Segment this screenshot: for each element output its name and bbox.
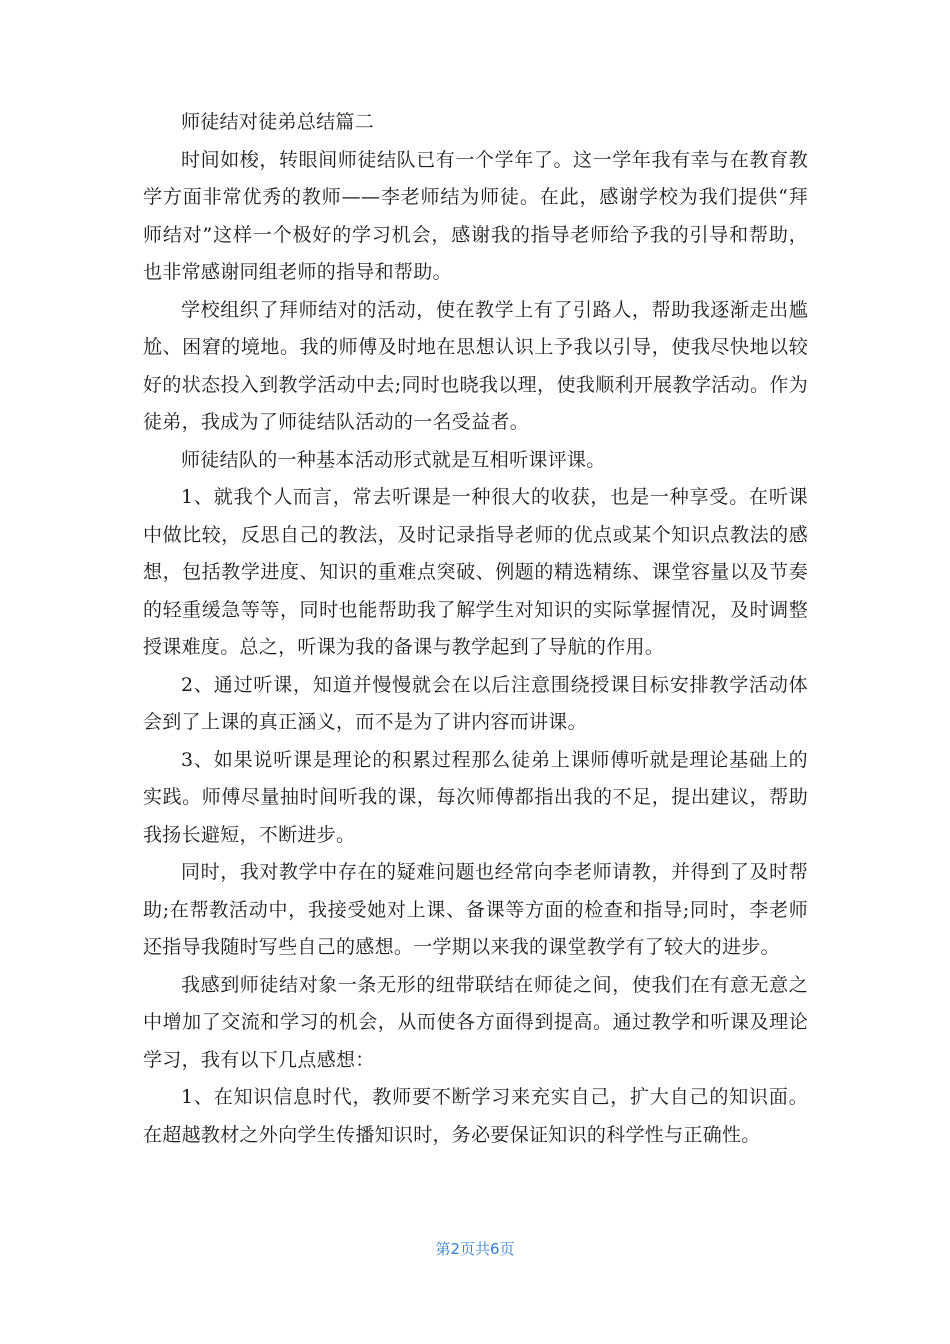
document-body <box>143 104 808 1154</box>
section-title: 师徒结对徒弟总结篇二 <box>181 111 375 133</box>
paragraph: 3、如果说听课是理论的积累过程那么徒弟上课师傅听就是理论基础上的实践。师傅尽量抽时间听我的课，每次师傅都指出我的不足，提出建议，帮助我扬长避短，不断进步。 <box>143 748 808 846</box>
paragraph: 同时，我对教学中存在的疑难问题也经常向李老师请教，并得到了及时帮助;在帮教活动中，我接受她对上课、备课等方面的检查和指导;同时，李老师还指导我随时写些自己的感想。一学期以来我的课堂教学有了较大的进步。 <box>143 861 808 958</box>
paragraph: 1、在知识信息时代，教师要不断学习来充实自己，扩大自己的知识面。在超越教材之外向学生传播知识时，务必要保证知识的科学性与正确性。 <box>143 1086 808 1146</box>
paragraph: 师徒结队的一种基本活动形式就是互相听课评课。 <box>181 448 606 471</box>
paragraph: 时间如梭，转眼间师徒结队已有一个学年了。这一学年我有幸与在教育教学方面非常优秀的教师——李老师结为师徒。在此，感谢学校为我们提供“拜师结对”这样一个极好的学习机会，感谢我的指导老师给予我的引导和帮助，也非常感谢同组老师的指导和帮助。 <box>143 148 808 283</box>
paragraph: 2、通过听课，知道并慢慢就会在以后注意围绕授课目标安排教学活动体会到了上课的真正涵义，而不是为了讲内容而讲课。 <box>143 673 808 733</box>
page-number-footer: 第2页共6页 <box>435 1240 515 1258</box>
paragraph: 我感到师徒结对象一条无形的纽带联结在师徒之间，使我们在有意无意之中增加了交流和学习的机会，从而使各方面得到提高。通过教学和听课及理论学习，我有以下几点感想： <box>143 973 808 1071</box>
paragraph: 1、就我个人而言，常去听课是一种很大的收获，也是一种享受。在听课中做比较，反思自己的教法，及时记录指导老师的优点或某个知识点教法的感想，包括教学进度、知识的重难点突破、例题的精选精练、课堂容量以及节奏的轻重缓急等等，同时也能帮助我了解学生对知识的实际掌握情况，及时调整授课难度。总之，听课为我的备课与教学起到了导航的作用。 <box>143 486 808 658</box>
paragraph: 学校组织了拜师结对的活动，使在教学上有了引路人，帮助我逐渐走出尴尬、困窘的境地。我的师傅及时地在思想认识上予我以引导，使我尽快地以较好的状态投入到教学活动中去;同时也晓我以理，使我顺利开展教学活动。作为徒弟，我成为了师徒结队活动的一名受益者。 <box>143 298 808 433</box>
